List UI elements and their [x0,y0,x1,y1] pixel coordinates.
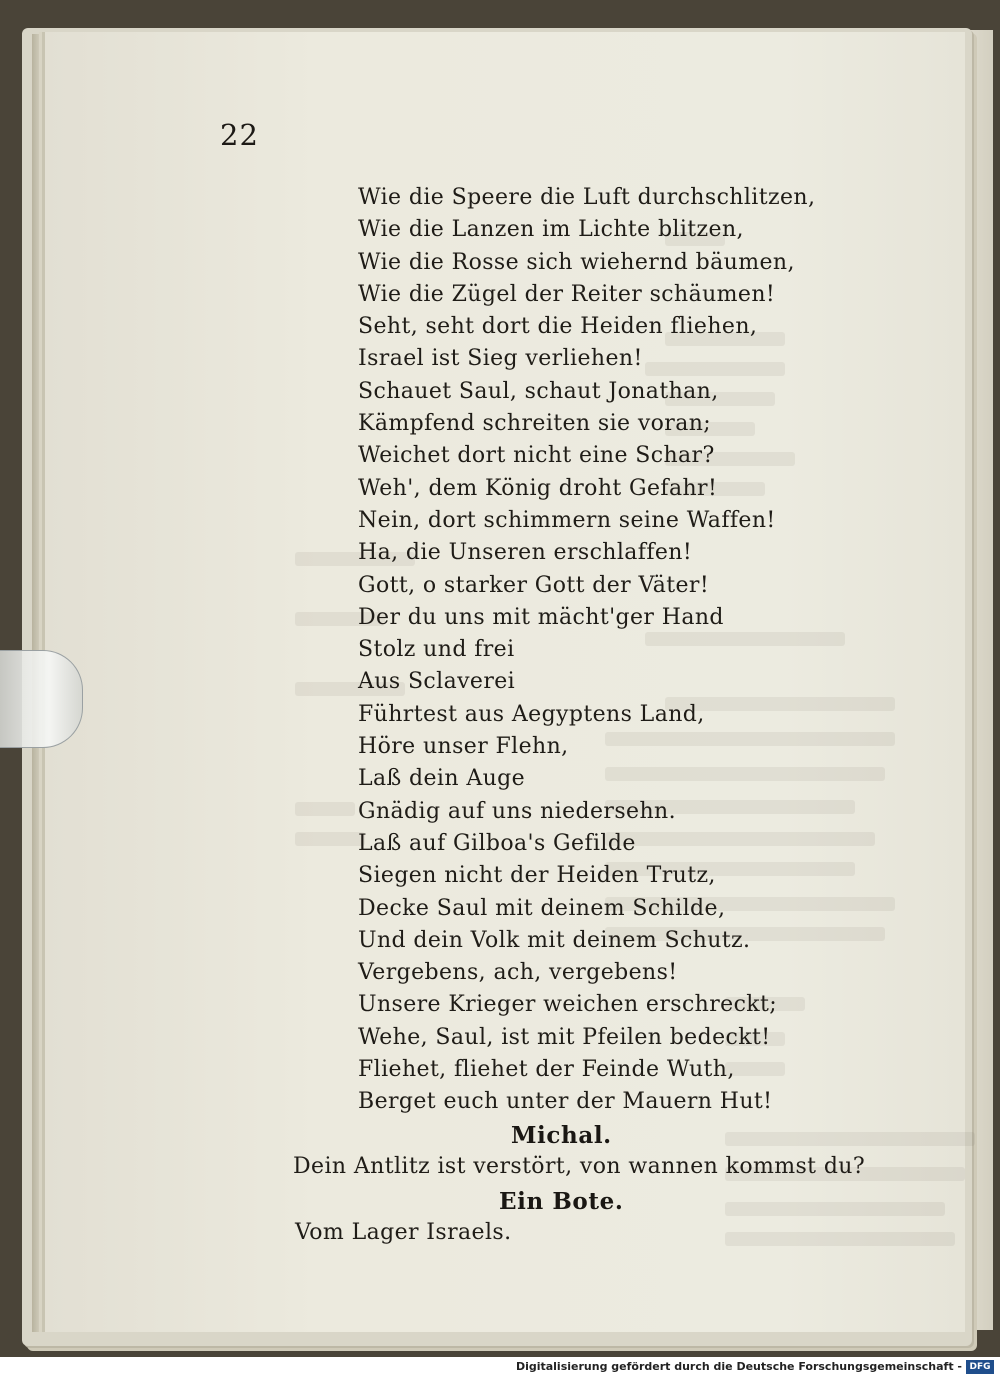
verse-line: Weichet dort nicht eine Schar? [358,443,715,469]
page-number: 22 [220,118,259,152]
verse-line: Schauet Saul, schaut Jonathan, [358,378,719,404]
verse-line: Kämpfend schreiten sie voran; [358,411,712,437]
speaker-michal: Michal. [511,1122,612,1149]
verse-line: Weh', dem König droht Gefahr! [358,475,718,501]
verse-line: Wie die Zügel der Reiter schäumen! [358,281,776,307]
verse-line: Höre unser Flehn, [358,734,569,760]
verse-line: Seht, seht dort die Heiden fliehen, [358,314,758,340]
verse-line: Nein, dort schimmern seine Waffen! [358,507,776,533]
verse-line: Wie die Lanzen im Lichte blitzen, [358,217,744,243]
verse-line: Israel ist Sieg verliehen! [358,346,643,372]
verse-line: Wehe, Saul, ist mit Pfeilen bedeckt! [358,1024,771,1050]
verse-line: Führtest aus Aegyptens Land, [358,701,705,727]
verse-line: Decke Saul mit deinem Schilde, [358,895,726,921]
speech-line-michal: Dein Antlitz ist verstört, von wannen kommst du? [293,1154,866,1179]
verse-line: Gott, o starker Gott der Väter! [358,572,710,598]
book-page [45,32,965,1332]
verse-line: Stolz und frei [358,637,515,663]
verse-line: Ha, die Unseren erschlaffen! [358,540,693,566]
verse-block [358,182,815,1119]
verse-line: Siegen nicht der Heiden Trutz, [358,863,716,889]
verse-line: Aus Sclaverei [358,669,516,695]
verse-line: Berget euch unter der Mauern Hut! [358,1089,773,1115]
verse-line: Vergebens, ach, vergebens! [358,960,678,986]
verse-line: Und dein Volk mit deinem Schutz. [358,927,751,953]
verse-line: Wie die Rosse sich wiehernd bäumen, [358,249,795,275]
verse-line: Fliehet, fliehet der Feinde Wuth, [358,1057,735,1083]
verse-line: Laß dein Auge [358,766,526,792]
page-clip [0,650,83,748]
verse-line: Gnädig auf uns niedersehn. [358,798,676,824]
verse-line: Laß auf Gilboa's Gefilde [358,830,636,856]
speaker-bote: Ein Bote. [499,1188,624,1215]
dfg-logo-icon: DFG [966,1360,994,1374]
verse-line: Wie die Speere die Luft durchschlitzen, [358,185,816,210]
footer-bar [0,1357,1000,1378]
speech-line-bote: Vom Lager Israels. [295,1220,512,1245]
verse-line: Unsere Krieger weichen erschreckt; [358,992,778,1018]
verse-line: Der du uns mit mächt'ger Hand [358,604,724,630]
funding-credit: Digitalisierung gefördert durch die Deutsche Forschungsgemeinschaft - [515,1360,962,1373]
